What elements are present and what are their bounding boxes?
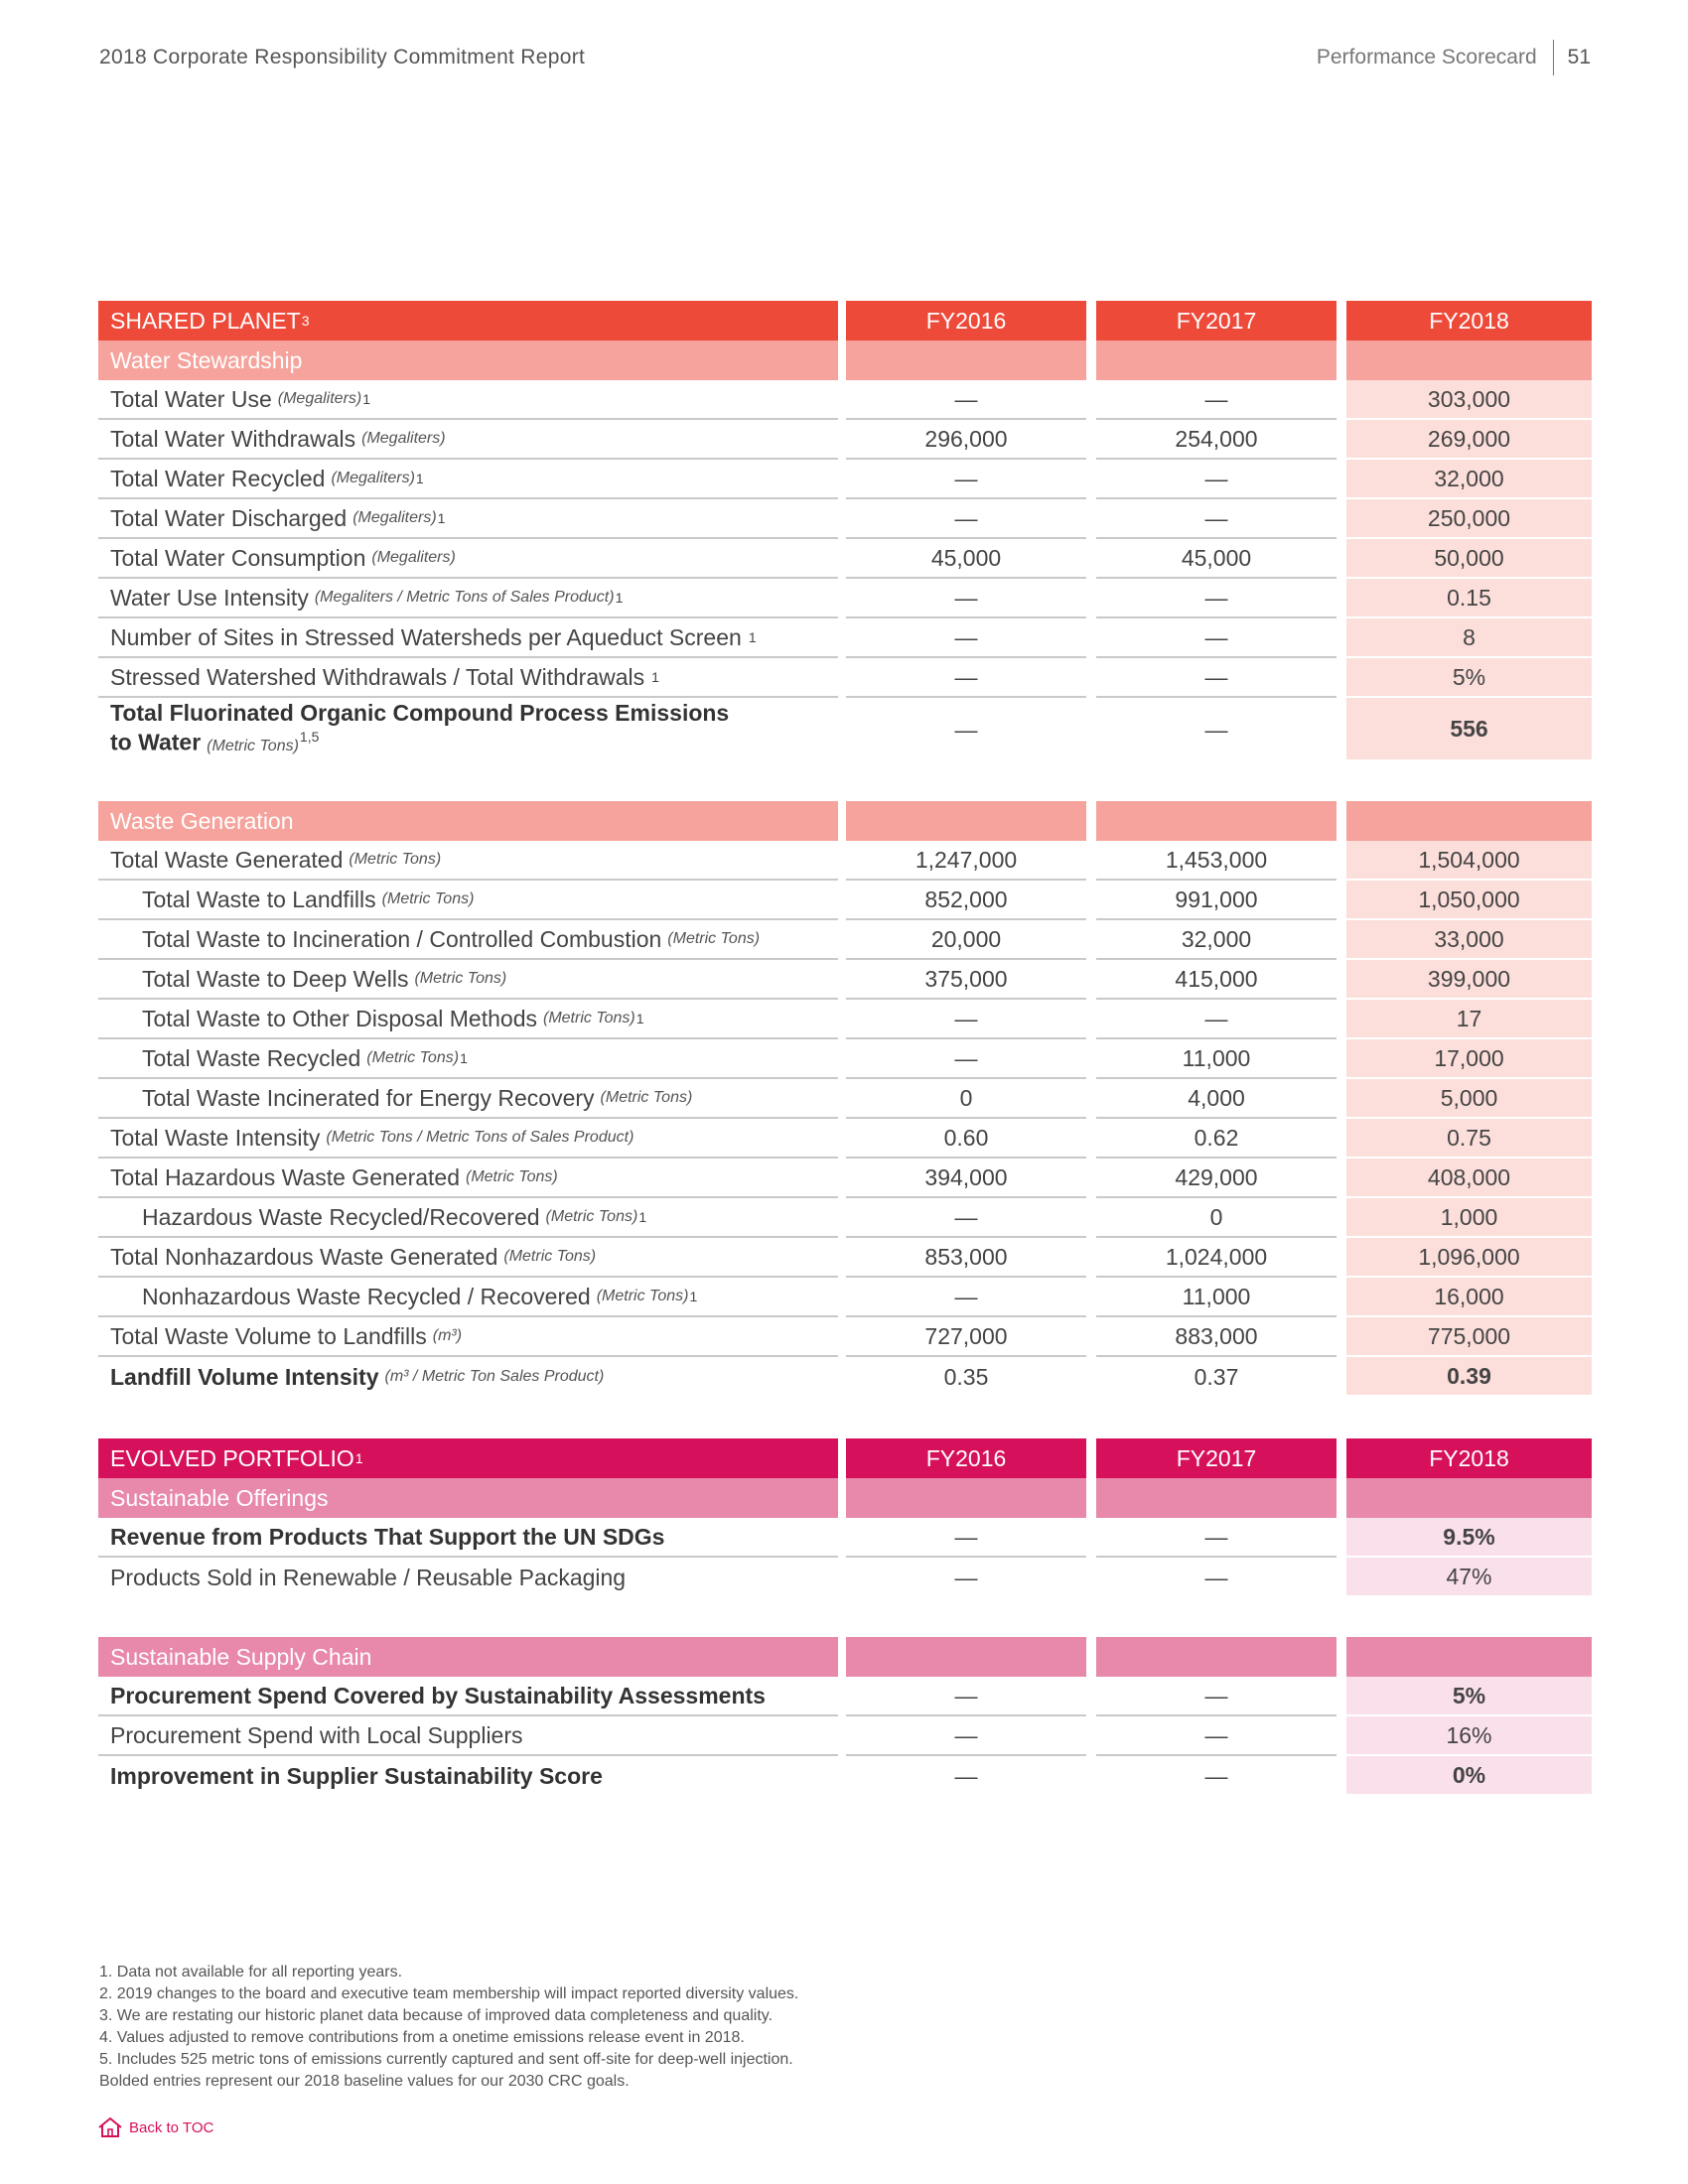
table-row bbox=[98, 881, 1592, 920]
col-header-fy2017: FY2017 bbox=[1096, 1438, 1336, 1478]
cell-fy2018: 1,504,000 bbox=[1346, 841, 1592, 881]
back-to-toc-link[interactable] bbox=[97, 2116, 213, 2138]
cell-fy2018: 0.75 bbox=[1346, 1119, 1592, 1159]
row-unit: (Metric Tons) bbox=[466, 1168, 558, 1185]
row-unit: (Metric Tons) bbox=[381, 890, 475, 907]
evolved-portfolio-table bbox=[98, 1438, 1592, 1796]
waste-generation-subheader bbox=[98, 801, 1592, 841]
table-row bbox=[98, 420, 1592, 460]
cell-fy2017: — bbox=[1204, 716, 1228, 743]
cell-fy2016: — bbox=[846, 618, 1086, 658]
back-to-toc-label: Back to TOC bbox=[129, 2118, 214, 2136]
row-label-cell bbox=[98, 1558, 838, 1597]
cell-fy2016: 727,000 bbox=[846, 1317, 1086, 1357]
table-row bbox=[98, 658, 1592, 698]
cell-fy2016: — bbox=[846, 1000, 1086, 1039]
table-row bbox=[98, 1317, 1592, 1357]
section-title: Performance Scorecard bbox=[1316, 46, 1537, 68]
row-label-cell bbox=[98, 1039, 838, 1079]
row-label-cell bbox=[98, 1677, 838, 1716]
row-unit: (Megaliters / Metric Tons of Sales Product) bbox=[314, 589, 615, 606]
cell-fy2017: — bbox=[1096, 380, 1336, 420]
page-number: 51 bbox=[1567, 46, 1591, 68]
page-header-right bbox=[1317, 40, 1591, 75]
row-label-cont: to Water bbox=[110, 729, 202, 755]
row-label: Revenue from Products That Support the UN SDGs bbox=[110, 1523, 665, 1550]
cell-fy2017: — bbox=[1204, 1762, 1228, 1789]
row-label-cell bbox=[98, 460, 838, 499]
water-stewardship-title: Water Stewardship bbox=[98, 341, 838, 380]
row-label-cell bbox=[98, 1000, 838, 1039]
cell-fy2017: — bbox=[1096, 1518, 1336, 1558]
row-unit: (Metric Tons) bbox=[600, 1089, 693, 1106]
row-label-cell bbox=[98, 1159, 838, 1198]
cell-fy2017: — bbox=[1096, 499, 1336, 539]
row-label: Procurement Spend with Local Suppliers bbox=[110, 1721, 523, 1748]
sustainable-offerings-title: Sustainable Offerings bbox=[98, 1478, 838, 1518]
row-label: Number of Sites in Stressed Watersheds per Aqueduct Screen bbox=[110, 623, 742, 650]
row-label: Procurement Spend Covered by Sustainability Assessments bbox=[110, 1682, 766, 1708]
cell-fy2017: — bbox=[1096, 1000, 1336, 1039]
row-label: Water Use Intensity bbox=[110, 584, 309, 611]
cell-fy2017: 1,024,000 bbox=[1096, 1238, 1336, 1278]
cell-fy2017: 32,000 bbox=[1096, 920, 1336, 960]
row-label: Total Waste Intensity bbox=[110, 1124, 321, 1151]
table-row bbox=[98, 499, 1592, 539]
table-row bbox=[98, 460, 1592, 499]
row-label: Total Hazardous Waste Generated bbox=[110, 1163, 460, 1190]
cell-fy2016: — bbox=[846, 1198, 1086, 1238]
cell-fy2017: 4,000 bbox=[1096, 1079, 1336, 1119]
row-unit: (Metric Tons) bbox=[667, 930, 761, 947]
cell-fy2017: 883,000 bbox=[1096, 1317, 1336, 1357]
table-row bbox=[98, 539, 1592, 579]
cell-fy2017: — bbox=[1096, 618, 1336, 658]
shared-planet-title: SHARED PLANET 3 bbox=[98, 301, 838, 341]
row-label-cell bbox=[98, 1079, 838, 1119]
cell-fy2016: 853,000 bbox=[846, 1238, 1086, 1278]
cell-fy2016: — bbox=[846, 1518, 1086, 1558]
row-label: Total Waste Volume to Landfills bbox=[110, 1322, 427, 1349]
cell-fy2018: 16,000 bbox=[1346, 1278, 1592, 1317]
col-header-fy2018: FY2018 bbox=[1346, 301, 1592, 341]
cell-fy2017: — bbox=[1096, 1716, 1336, 1756]
row-label-cell bbox=[98, 1756, 838, 1796]
row-unit: (m³) bbox=[432, 1327, 463, 1344]
table-row bbox=[98, 1119, 1592, 1159]
row-label-cell bbox=[98, 1278, 838, 1317]
row-unit: (Metric Tons) bbox=[349, 851, 442, 868]
table-row bbox=[98, 1518, 1592, 1558]
cell-fy2018: 0.15 bbox=[1346, 579, 1592, 618]
row-unit: (Metric Tons) bbox=[366, 1049, 460, 1066]
cell-fy2017: 1,453,000 bbox=[1096, 841, 1336, 881]
row-footnote-ref: 1 bbox=[638, 1209, 647, 1225]
row-label-cell bbox=[98, 579, 838, 618]
water-stewardship-subheader bbox=[98, 341, 1592, 380]
cell-fy2017: — bbox=[1096, 579, 1336, 618]
cell-fy2016: 375,000 bbox=[846, 960, 1086, 1000]
row-unit: (Megaliters) bbox=[361, 430, 446, 447]
row-footnote-ref: 1 bbox=[689, 1289, 698, 1304]
col-header-fy2016: FY2016 bbox=[846, 1438, 1086, 1478]
table-row bbox=[98, 1079, 1592, 1119]
cell-fy2018: 5,000 bbox=[1346, 1079, 1592, 1119]
sustainable-offerings-subheader bbox=[98, 1478, 1592, 1518]
row-label-cell bbox=[98, 539, 838, 579]
cell-fy2017: 254,000 bbox=[1096, 420, 1336, 460]
cell-fy2016: — bbox=[846, 1039, 1086, 1079]
row-unit: (Megaliters) bbox=[331, 470, 415, 486]
footnote: 1. Data not available for all reporting years. bbox=[99, 1964, 403, 1980]
row-footnote-ref: 1 bbox=[460, 1050, 468, 1066]
cell-fy2018: 1,096,000 bbox=[1346, 1238, 1592, 1278]
table-row bbox=[98, 1039, 1592, 1079]
row-label: Total Waste to Deep Wells bbox=[142, 965, 409, 992]
row-footnote-ref: 1 bbox=[362, 391, 371, 407]
table-row bbox=[98, 1278, 1592, 1317]
cell-fy2016: — bbox=[846, 460, 1086, 499]
row-footnote-ref: 1 bbox=[651, 669, 659, 685]
table-row bbox=[98, 1716, 1592, 1756]
cell-fy2016: 45,000 bbox=[846, 539, 1086, 579]
table-row bbox=[98, 1357, 1592, 1397]
table-row bbox=[98, 960, 1592, 1000]
cell-fy2017: 0.37 bbox=[1194, 1363, 1239, 1390]
row-label: Total Water Use bbox=[110, 385, 272, 412]
cell-fy2018: 1,000 bbox=[1346, 1198, 1592, 1238]
cell-fy2017: 11,000 bbox=[1096, 1278, 1336, 1317]
cell-fy2017: — bbox=[1096, 460, 1336, 499]
row-unit: (Metric Tons) bbox=[414, 970, 507, 987]
row-label: Total Water Withdrawals bbox=[110, 425, 356, 452]
row-label-cell bbox=[98, 1238, 838, 1278]
row-unit: (Metric Tons) bbox=[543, 1010, 635, 1026]
row-label: Nonhazardous Waste Recycled / Recovered bbox=[142, 1283, 591, 1309]
row-label-cell bbox=[98, 1317, 838, 1357]
row-footnote-ref: 1 bbox=[415, 471, 424, 486]
footnote: 5. Includes 525 metric tons of emissions currently captured and sent off-site for deep-well injection. bbox=[99, 2051, 793, 2068]
row-label: Total Waste to Incineration / Controlled Combustion bbox=[142, 925, 662, 952]
waste-generation-title: Waste Generation bbox=[98, 801, 838, 841]
cell-fy2017: 45,000 bbox=[1096, 539, 1336, 579]
cell-fy2016: — bbox=[846, 499, 1086, 539]
row-unit: (Metric Tons) bbox=[207, 737, 299, 754]
cell-fy2017: 991,000 bbox=[1096, 881, 1336, 920]
row-label-cell bbox=[98, 920, 838, 960]
sustainable-supply-chain-subheader bbox=[98, 1637, 1592, 1677]
col-header-fy2018: FY2018 bbox=[1346, 1438, 1592, 1478]
table-row bbox=[98, 1558, 1592, 1597]
row-label: Hazardous Waste Recycled/Recovered bbox=[142, 1203, 540, 1230]
footnote: Bolded entries represent our 2018 baseline values for our 2030 CRC goals. bbox=[99, 2073, 630, 2090]
table-row bbox=[98, 1000, 1592, 1039]
cell-fy2018: 9.5% bbox=[1346, 1518, 1592, 1558]
cell-fy2018: 1,050,000 bbox=[1346, 881, 1592, 920]
footnotes bbox=[99, 1962, 798, 2093]
cell-fy2018: 250,000 bbox=[1346, 499, 1592, 539]
cell-fy2016: 0.35 bbox=[943, 1363, 989, 1390]
cell-fy2016: — bbox=[846, 380, 1086, 420]
cell-fy2018: 399,000 bbox=[1346, 960, 1592, 1000]
row-footnote-ref: 1 bbox=[437, 510, 446, 526]
header-divider bbox=[1553, 40, 1554, 75]
evolved-portfolio-header-row bbox=[98, 1438, 1592, 1478]
cell-fy2016: — bbox=[846, 1278, 1086, 1317]
cell-fy2017: — bbox=[1096, 1677, 1336, 1716]
table-row-fluorinated-emissions: Total Fluorinated Organic Compound Process Emissions to Water (Metric Tons)$^{1,5}$ — — 556 bbox=[98, 698, 1592, 761]
col-header-fy2016: FY2016 bbox=[846, 301, 1086, 341]
cell-fy2017: 0 bbox=[1096, 1198, 1336, 1238]
cell-fy2016: — bbox=[846, 658, 1086, 698]
table-row bbox=[98, 1238, 1592, 1278]
cell-fy2018: 303,000 bbox=[1346, 380, 1592, 420]
cell-fy2017: 429,000 bbox=[1096, 1159, 1336, 1198]
row-label: Total Water Discharged bbox=[110, 504, 348, 531]
cell-fy2017: 415,000 bbox=[1096, 960, 1336, 1000]
row-unit: (Metric Tons) bbox=[545, 1208, 638, 1225]
row-label-cell bbox=[98, 499, 838, 539]
row-label-cell bbox=[98, 658, 838, 698]
report-title: 2018 Corporate Responsibility Commitment Report bbox=[99, 46, 586, 68]
row-label: Total Waste Recycled bbox=[142, 1044, 361, 1071]
row-label: Total Nonhazardous Waste Generated bbox=[110, 1243, 498, 1270]
cell-fy2016: 852,000 bbox=[846, 881, 1086, 920]
footnote: 2. 2019 changes to the board and executive team membership will impact reported diversity values. bbox=[99, 1985, 799, 2002]
cell-fy2017: 11,000 bbox=[1096, 1039, 1336, 1079]
table-row bbox=[98, 1198, 1592, 1238]
row-label: Total Waste Generated bbox=[110, 846, 344, 873]
row-unit: (m³ / Metric Ton Sales Product) bbox=[384, 1368, 605, 1385]
cell-fy2018: 17 bbox=[1346, 1000, 1592, 1039]
table-row bbox=[98, 841, 1592, 881]
evolved-portfolio-title: EVOLVED PORTFOLIO 1 bbox=[98, 1438, 838, 1478]
shared-planet-header-row bbox=[98, 301, 1592, 341]
cell-fy2018: 5% bbox=[1346, 1677, 1592, 1716]
cell-fy2018: 0.39 bbox=[1346, 1357, 1592, 1397]
cell-fy2018: 0% bbox=[1346, 1756, 1592, 1796]
cell-fy2016: 1,247,000 bbox=[846, 841, 1086, 881]
row-footnote-ref: 1 bbox=[635, 1011, 644, 1026]
cell-fy2018: 16% bbox=[1346, 1716, 1592, 1756]
cell-fy2018: 408,000 bbox=[1346, 1159, 1592, 1198]
cell-fy2016: 20,000 bbox=[846, 920, 1086, 960]
row-label: Total Waste Incinerated for Energy Recovery bbox=[142, 1084, 595, 1111]
row-unit: (Megaliters) bbox=[352, 509, 437, 526]
cell-fy2018: 33,000 bbox=[1346, 920, 1592, 960]
row-label: Improvement in Supplier Sustainability Score bbox=[110, 1762, 603, 1789]
row-label-cell bbox=[98, 1716, 838, 1756]
row-label-cell bbox=[98, 380, 838, 420]
row-label-cell bbox=[98, 1518, 838, 1558]
row-label: Landfill Volume Intensity bbox=[110, 1363, 379, 1390]
home-icon bbox=[97, 2116, 123, 2138]
row-unit: (Megaliters) bbox=[371, 549, 456, 566]
table-row bbox=[98, 920, 1592, 960]
cell-fy2016: — bbox=[846, 1677, 1086, 1716]
row-label-cell bbox=[98, 1119, 838, 1159]
table-row bbox=[98, 1756, 1592, 1796]
cell-fy2018: 556 bbox=[1346, 698, 1592, 761]
row-label: Total Water Consumption bbox=[110, 544, 366, 571]
col-header-fy2017: FY2017 bbox=[1096, 301, 1336, 341]
row-label-cell bbox=[98, 1357, 838, 1397]
cell-fy2016: 0.60 bbox=[846, 1119, 1086, 1159]
row-label: Total Fluorinated Organic Compound Process Emissions bbox=[110, 700, 730, 727]
cell-fy2018: 47% bbox=[1346, 1558, 1592, 1597]
footnote: 4. Values adjusted to remove contributions from a onetime emissions release event in 2018. bbox=[99, 2029, 745, 2046]
cell-fy2016: 394,000 bbox=[846, 1159, 1086, 1198]
row-unit: (Megaliters) bbox=[277, 390, 362, 407]
row-unit: (Metric Tons) bbox=[596, 1288, 689, 1304]
cell-fy2018: 17,000 bbox=[1346, 1039, 1592, 1079]
row-label-cell bbox=[98, 960, 838, 1000]
row-label-cell bbox=[98, 1198, 838, 1238]
table-row bbox=[98, 579, 1592, 618]
cell-fy2018: 50,000 bbox=[1346, 539, 1592, 579]
row-footnote-ref: 1 bbox=[748, 629, 757, 645]
cell-fy2016: — bbox=[954, 1564, 978, 1590]
row-label: Total Waste to Other Disposal Methods bbox=[142, 1005, 537, 1031]
cell-fy2018: 775,000 bbox=[1346, 1317, 1592, 1357]
row-label-cell bbox=[98, 881, 838, 920]
footnote: 3. We are restating our historic planet data because of improved data completeness and quality. bbox=[99, 2007, 774, 2024]
cell-fy2016: — bbox=[846, 579, 1086, 618]
shared-planet-table bbox=[98, 301, 1592, 1397]
row-label-cell bbox=[98, 841, 838, 881]
cell-fy2016: — bbox=[954, 1762, 978, 1789]
row-footnote-ref: 1 bbox=[615, 590, 624, 606]
row-unit: (Metric Tons) bbox=[503, 1248, 597, 1265]
cell-fy2018: 32,000 bbox=[1346, 460, 1592, 499]
cell-fy2017: — bbox=[1096, 658, 1336, 698]
table-row bbox=[98, 380, 1592, 420]
table-row bbox=[98, 1677, 1592, 1716]
cell-fy2017: — bbox=[1204, 1564, 1228, 1590]
row-label: Total Water Recycled bbox=[110, 465, 326, 491]
cell-fy2016: — bbox=[846, 1716, 1086, 1756]
cell-fy2018: 5% bbox=[1346, 658, 1592, 698]
table-row bbox=[98, 618, 1592, 658]
row-label: Stressed Watershed Withdrawals / Total Withdrawals bbox=[110, 663, 645, 690]
cell-fy2016: — bbox=[954, 716, 978, 743]
row-label-cell bbox=[98, 420, 838, 460]
cell-fy2018: 8 bbox=[1346, 618, 1592, 658]
cell-fy2018: 269,000 bbox=[1346, 420, 1592, 460]
row-label-cell bbox=[98, 618, 838, 658]
cell-fy2016: 296,000 bbox=[846, 420, 1086, 460]
cell-fy2017: 0.62 bbox=[1096, 1119, 1336, 1159]
row-label: Total Waste to Landfills bbox=[142, 886, 376, 912]
sustainable-supply-chain-title: Sustainable Supply Chain bbox=[98, 1637, 838, 1677]
row-label: Products Sold in Renewable / Reusable Packaging bbox=[110, 1564, 627, 1590]
table-row bbox=[98, 1159, 1592, 1198]
row-unit: (Metric Tons / Metric Tons of Sales Product) bbox=[326, 1129, 634, 1146]
cell-fy2016: 0 bbox=[846, 1079, 1086, 1119]
